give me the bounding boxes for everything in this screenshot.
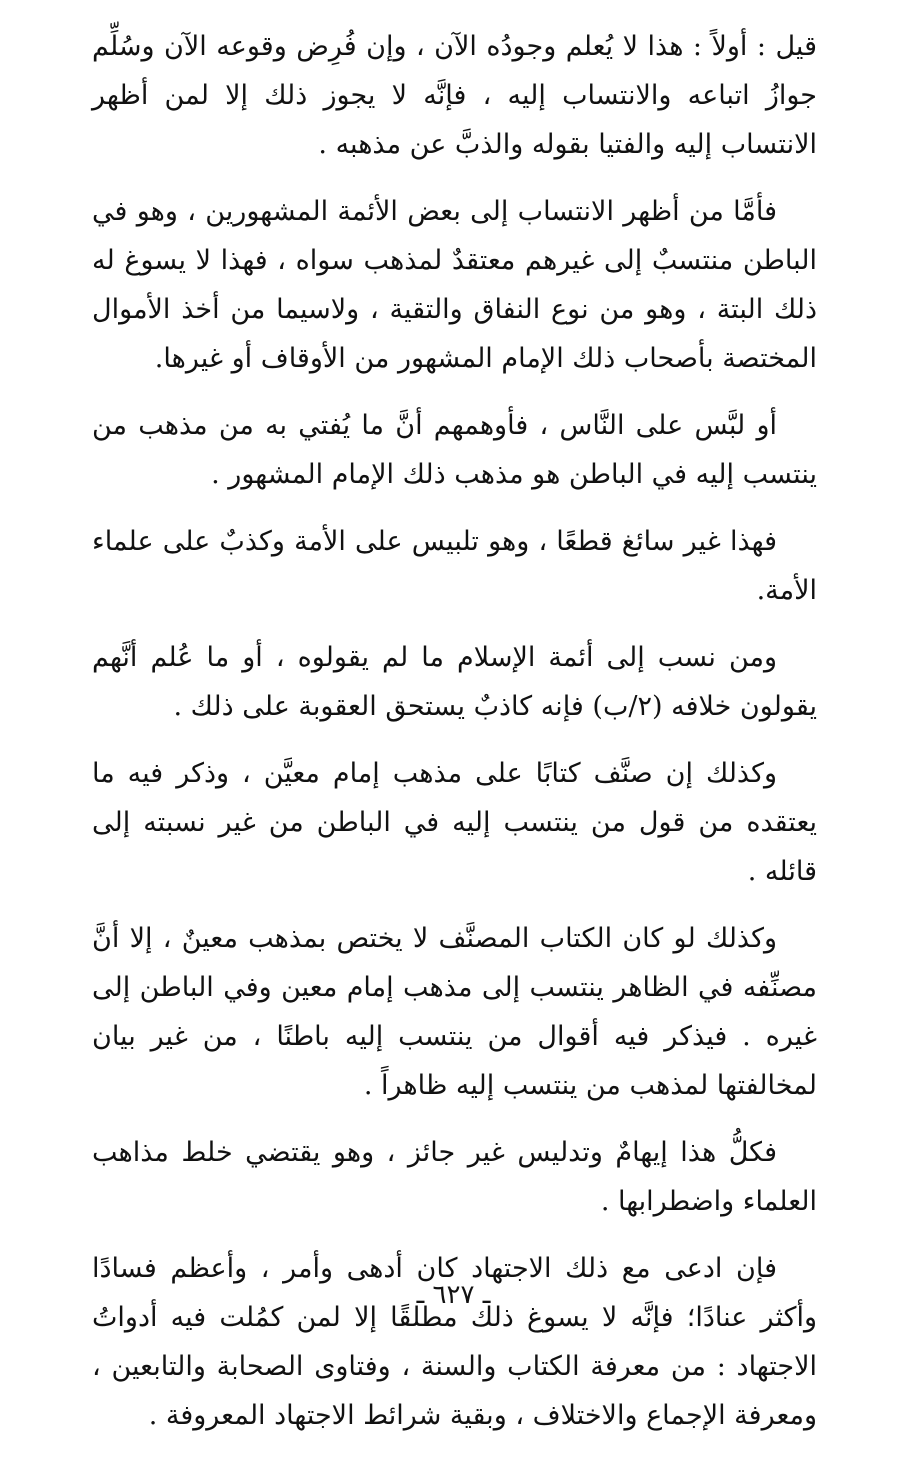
paragraph: فهذا غير سائغ قطعًا ، وهو تلبيس على الأمة وكذبٌ على علماء الأمة. <box>92 526 817 606</box>
paragraph: ومن نسب إلى أئمة الإسلام ما لم يقولوه ، أو ما عُلم أنَّهم يقولون خلافه (٢/ب) فإنه كاذبٌ يستحق العقوبة على ذلك . <box>92 642 817 722</box>
page-number: ـ ٦٢٧ ـ <box>416 1280 491 1310</box>
page-body <box>92 22 817 1458</box>
paragraph: قيل : أولاً : هذا لا يُعلم وجودُه الآن ، وإن فُرِض وقوعه الآن وسُلِّم جوازُ اتباعه والانتساب إليه ، فإنَّه لا يجوز ذلك إلا لمن أظهر الانتساب إليه والفتيا بقوله والذبَّ عن مذهبه . <box>92 31 817 160</box>
paragraph: أو لبَّس على النَّاس ، فأوهمهم أنَّ ما يُفتي به من مذهب من ينتسب إليه في الباطن هو مذهب ذلك الإمام المشهور . <box>92 410 817 490</box>
paragraph: وكذلك لو كان الكتاب المصنَّف لا يختص بمذهب معينٌ ، إلا أنَّ مصنِّفه في الظاهر ينتسب إلى مذهب إمام معين وفي الباطن إلى غيره . فيذكر فيه أقوال من ينتسب إليه باطنًا ، من غير بيان لمخالفتها لمذهب من ينتسب إليه ظاهراً . <box>92 923 817 1101</box>
paragraph: فأمَّا من أظهر الانتساب إلى بعض الأئمة المشهورين ، وهو في الباطن منتسبٌ إلى غيرهم معتقدٌ لمذهب سواه ، فهذا لا يسوغ له ذلك البتة ، وهو من نوع النفاق والتقية ، ولاسيما من أخذ الأموال المختصة بأصحاب ذلك الإمام المشهور من الأوقاف أو غيرها. <box>92 196 817 374</box>
paragraph: وكذلك إن صنَّف كتابًا على مذهب إمام معيَّن ، وذكر فيه ما يعتقده من قول من ينتسب إليه في الباطن من غير نسبته إلى قائله . <box>92 758 817 887</box>
paragraph: فكلُّ هذا إيهامٌ وتدليس غير جائز ، وهو يقتضي خلط مذاهب العلماء واضطرابها . <box>92 1137 817 1217</box>
paragraph: فإن ادعى مع ذلك الاجتهاد كان أدهى وأمر ، وأعظم فسادًا وأكثر عنادًا؛ فإنَّه لا يسوغ ذلك مطلقًا إلا لمن كمُلت فيه أدواتُ الاجتهاد : من معرفة الكتاب والسنة ، وفتاوى الصحابة والتابعين ، ومعرفة الإجماع والاختلاف ، وبقية شرائط الاجتهاد المعروفة . <box>92 1253 817 1431</box>
